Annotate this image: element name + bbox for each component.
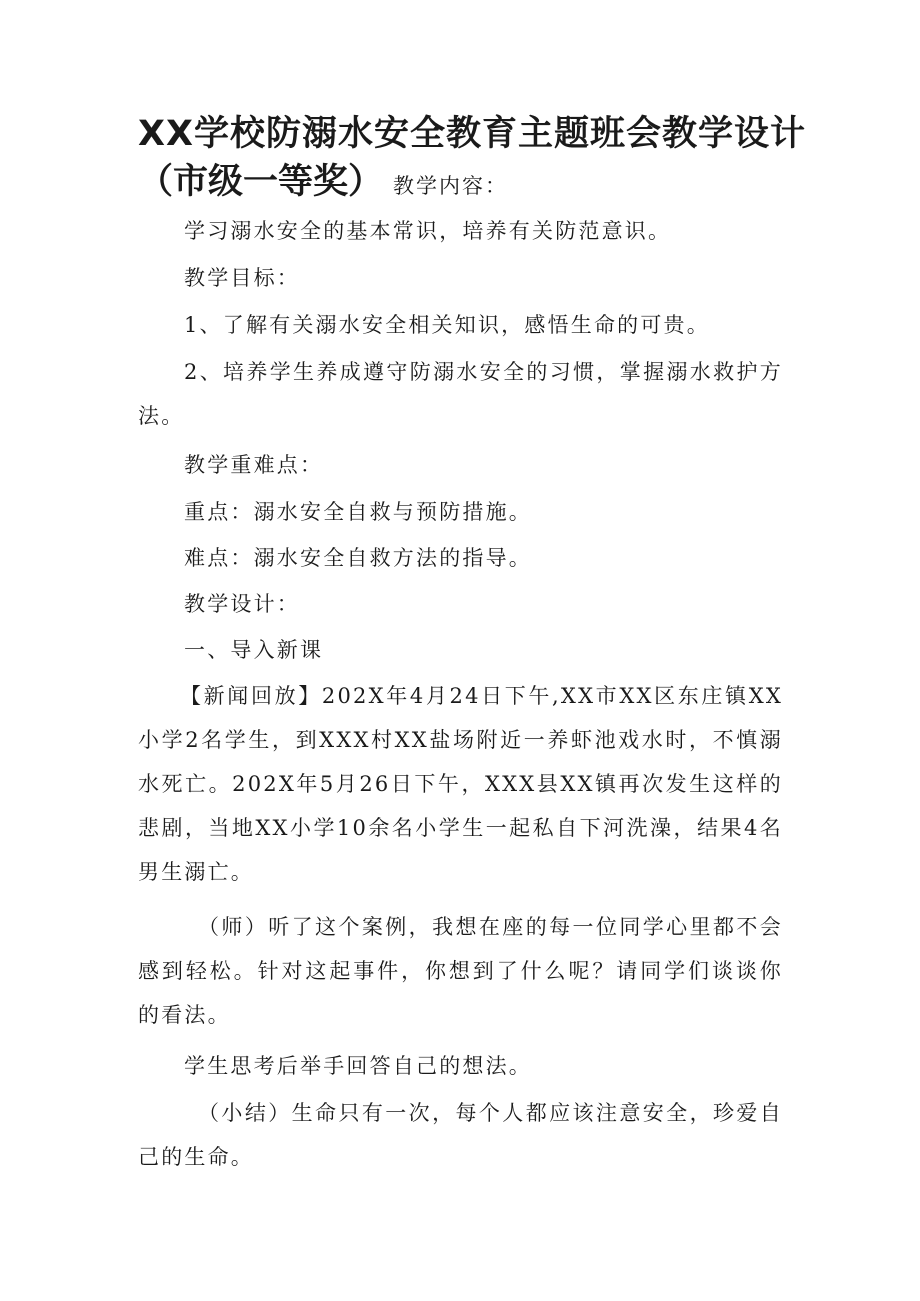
heading-design: 教学设计： xyxy=(184,592,300,616)
heading-key-points: 教学重难点： xyxy=(184,453,324,477)
award-label: （市级一等奖） xyxy=(138,162,384,202)
key-point: 重点：溺水安全自救与预防措施。 xyxy=(184,500,532,524)
difficult-point: 难点：溺水安全自救方法的指导。 xyxy=(184,546,532,570)
objective-2: 2、培养学生养成遵守防溺水安全的习惯，掌握溺水救护方法。 xyxy=(138,360,783,428)
teacher-remark: （师）听了这个案例，我想在座的每一位同学心里都不会感到轻松。针对这起事件，你想到了什么呢？请同学们谈谈你的看法。 xyxy=(138,915,783,1027)
document-title: XX学校防溺水安全教育主题班会教学设计 xyxy=(138,114,806,154)
title-subline xyxy=(138,160,508,210)
student-activity: 学生思考后举手回答自己的想法。 xyxy=(184,1054,532,1078)
paragraph-content: 学习溺水安全的基本常识，培养有关防范意识。 xyxy=(184,219,672,243)
summary: （小结）生命只有一次，每个人都应该注意安全，珍爱自己的生命。 xyxy=(138,1101,783,1169)
heading-objectives: 教学目标： xyxy=(184,266,300,290)
section-intro: 一、导入新课 xyxy=(184,638,324,662)
content-heading: 教学内容： xyxy=(393,174,509,198)
news-review: 【新闻回放】202X年4月24日下午,XX市XX区东庄镇XX小学2名学生，到XXX村XX盐场附近一养虾池戏水时，不慎溺水死亡。202X年5月26日下午，XXX县XX镇再次发生这样的悲剧，当地XX小学10余名小学生一起私自下河洗澡，结果4名男生溺亡。 xyxy=(138,684,783,884)
objective-1: 1、了解有关溺水安全相关知识，感悟生命的可贵。 xyxy=(184,313,710,337)
